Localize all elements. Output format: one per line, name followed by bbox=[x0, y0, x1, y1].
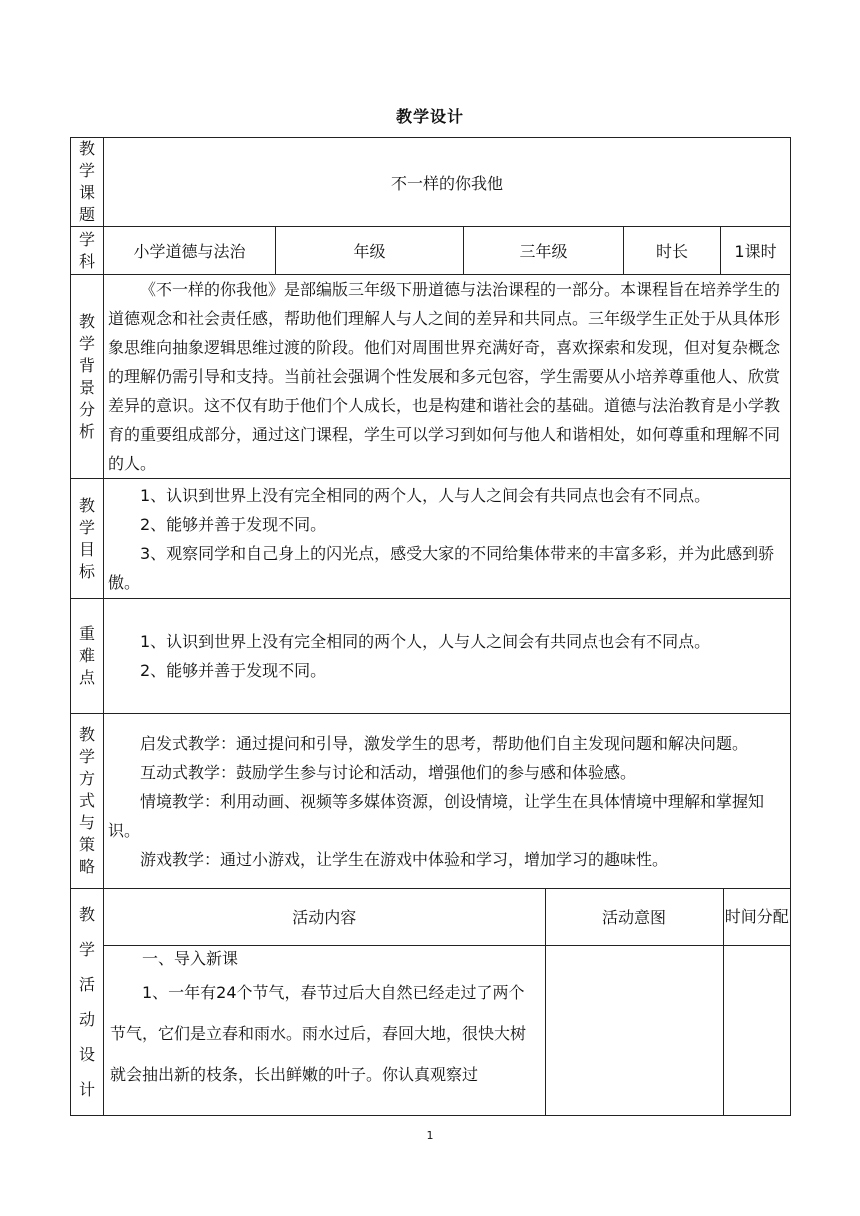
lesson-plan-table bbox=[70, 137, 791, 1116]
course-topic-value: 不一样的你我他 bbox=[104, 138, 791, 227]
objectives-cell bbox=[104, 479, 791, 599]
objective-item: 3、观察同学和自己身上的闪光点，感受大家的不同给集体带来的丰富多彩，并为此感到骄傲。 bbox=[108, 543, 775, 592]
activities-content-row bbox=[104, 945, 790, 1115]
background-text-cell bbox=[104, 275, 791, 479]
activity-intent-cell bbox=[545, 945, 723, 1115]
methods-cell bbox=[104, 714, 791, 889]
key-points-cell bbox=[104, 599, 791, 714]
methods-label: 教 学 方 式 与 策 略 bbox=[71, 714, 104, 889]
objective-item: 2、能够并善于发现不同。 bbox=[140, 514, 327, 534]
section-text: 1、一年有24个节气，春节过后大自然已经走过了两个节气，它们是立春和雨水。雨水过后，春回大地，很快大树就会抽出新的枝条，长出鲜嫩的叶子。你认真观察过 bbox=[110, 982, 527, 1084]
grade-value: 三年级 bbox=[464, 227, 624, 275]
time-allocation-cell bbox=[723, 945, 790, 1115]
document-title: 教学设计 bbox=[395, 107, 464, 126]
course-topic-row bbox=[71, 138, 791, 227]
course-topic-label: 教 学 课 题 bbox=[71, 138, 104, 227]
method-item: 游戏教学：通过小游戏，让学生在游戏中体验和学习，增加学习的趣味性。 bbox=[140, 849, 669, 869]
objective-item: 1、认识到世界上没有完全相同的两个人，人与人之间会有共同点也会有不同点。 bbox=[140, 485, 711, 505]
activities-row bbox=[71, 889, 791, 1116]
methods-row bbox=[71, 714, 791, 889]
activity-content-cell bbox=[104, 945, 545, 1115]
background-text: 《不一样的你我他》是部编版三年级下册道德与法治课程的一部分。本课程旨在培养学生的道德观念和社会责任感，帮助他们理解人与人之间的差异和共同点。三年级学生正处于从具体形象思维向抽象逻辑思维过渡的阶段。他们对周围世界充满好奇，喜欢探索和发现，但对复杂概念的理解仍需引导和支持。当前社会强调个性发展和多元包容，学生需要从小培养尊重他人、欣赏差异的意识。这不仅有助于他们个人成长，也是构建和谐社会的基础。道德与法治教育是小学教育的重要组成部分，通过这门课程，学生可以学习到如何与他人和谐相处，如何尊重和理解不同的人。 bbox=[108, 280, 781, 473]
col-activity-content: 活动内容 bbox=[104, 889, 545, 945]
background-label: 教 学 背 景 分 析 bbox=[71, 275, 104, 479]
duration-label: 时长 bbox=[624, 227, 721, 275]
subject-value: 小学道德与法治 bbox=[104, 227, 276, 275]
subject-label: 学 科 bbox=[71, 227, 104, 275]
method-item: 互动式教学：鼓励学生参与讨论和活动，增强他们的参与感和体验感。 bbox=[140, 762, 637, 782]
objectives-row bbox=[71, 479, 791, 599]
key-point-item: 1、认识到世界上没有完全相同的两个人，人与人之间会有共同点也会有不同点。 bbox=[140, 632, 711, 651]
duration-value: 1课时 bbox=[721, 227, 791, 275]
subject-row bbox=[71, 227, 791, 275]
grade-label: 年级 bbox=[276, 227, 464, 275]
col-time-allocation: 时间分配 bbox=[723, 889, 790, 945]
page-number: 1 bbox=[426, 1129, 434, 1142]
key-points-label: 重 难 点 bbox=[71, 599, 104, 714]
key-points-row bbox=[71, 599, 791, 714]
activities-table bbox=[104, 889, 790, 1115]
method-item: 启发式教学：通过提问和引导，激发学生的思考，帮助他们自主发现问题和解决问题。 bbox=[140, 733, 749, 753]
activities-cell bbox=[104, 889, 791, 1116]
objectives-label: 教 学 目 标 bbox=[71, 479, 104, 599]
method-item: 情境教学：利用动画、视频等多媒体资源，创设情境，让学生在具体情境中理解和掌握知识。 bbox=[108, 791, 765, 840]
activities-label: 教 学 活 动 设 计 bbox=[71, 889, 104, 1116]
section-heading: 一、导入新课 bbox=[142, 948, 239, 968]
activities-header-row bbox=[104, 889, 790, 945]
key-point-item: 2、能够并善于发现不同。 bbox=[140, 661, 327, 680]
background-row bbox=[71, 275, 791, 479]
col-activity-intent: 活动意图 bbox=[545, 889, 723, 945]
